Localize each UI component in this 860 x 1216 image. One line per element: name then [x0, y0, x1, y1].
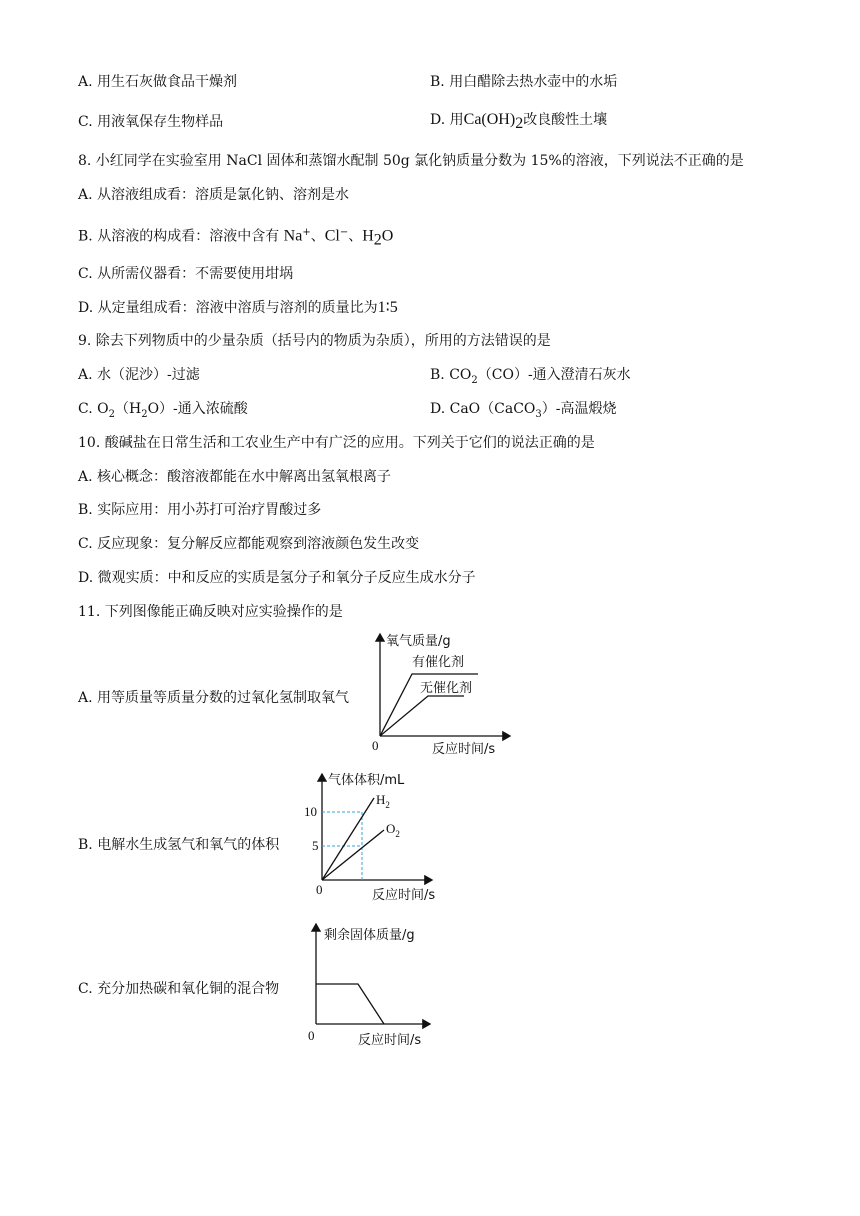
q11-option-c: C. 充分加热碳和氧化铜的混合物: [78, 981, 280, 997]
q11-option-a: A. 用等质量等质量分数的过氧化氢制取氧气: [78, 690, 350, 706]
q10-option-b: B. 实际应用：用小苏打可治疗胃酸过多: [78, 502, 322, 518]
graph-c: [300, 918, 450, 1052]
q8-option-c: C. 从所需仪器看：不需要使用坩埚: [78, 266, 294, 282]
q10-stem: 10. 酸碱盐在日常生活和工农业生产中有广泛的应用。下列关于它们的说法正确的是: [78, 435, 595, 451]
graph-b-ylabel: 气体体积/mL: [328, 773, 405, 788]
q9-stem: 9. 除去下列物质中的少量杂质（括号内的物质为杂质），所用的方法错误的是: [78, 333, 551, 349]
graph-a-line-no-catalyst: [380, 696, 464, 736]
q10-option-a: A. 核心概念：酸溶液都能在水中解离出氢氧根离子: [78, 469, 392, 485]
q11-option-b: B. 电解水生成氢气和氧气的体积: [78, 837, 280, 853]
graph-a-origin: 0: [372, 738, 379, 753]
q10-option-c: C. 反应现象：复分解反应都能观察到溶液颜色发生改变: [78, 536, 420, 552]
graph-c-xlabel: 反应时间/s: [358, 1033, 422, 1048]
q11-stem: 11. 下列图像能正确反映对应实验操作的是: [78, 604, 343, 620]
q8-option-d: D. 从定量组成看：溶液中溶质与溶剂的质量比为1∶5: [78, 299, 398, 316]
graph-a-ylabel: 氧气质量/g: [386, 634, 451, 649]
graph-b-tick-10: 10: [304, 804, 317, 819]
graph-b-label-h2: $H_2$: [376, 792, 390, 810]
q9-option-b: B. $CO_2(CO)-$通入澄清石灰水: [430, 367, 631, 386]
graph-c-ylabel: 剩余固体质量/g: [324, 928, 415, 943]
graph-b-line-o2: [322, 830, 384, 880]
q8-stem: 8. 小红同学在实验室用 NaCl 固体和蒸馏水配制 50g 氯化钠质量分数为 15%的溶液，下列说法不正确的是: [78, 153, 744, 169]
graph-c-origin: 0: [308, 1028, 315, 1043]
graph-a: [360, 624, 520, 760]
q7-option-b: B. 用白醋除去热水壶中的水垢: [430, 74, 618, 90]
graph-b-line-h2: [322, 798, 374, 880]
q8-option-b: B. 从溶液的构成看：溶液中含有 Na+、Cl−、$H_2O$: [78, 227, 394, 249]
q10-option-d: D. 微观实质：中和反应的实质是氢分子和氧分子反应生成水分子: [78, 570, 476, 586]
graph-b-label-o2: $O_2$: [386, 821, 400, 839]
graph-a-label-no-catalyst: 无催化剂: [420, 681, 473, 696]
q7-option-d: D. 用$Ca(OH)_2$改良酸性土壤: [430, 111, 608, 132]
q7-option-a: A. 用生石灰做食品干燥剂: [78, 74, 238, 90]
graph-b-tick-5: 5: [312, 838, 319, 853]
q9-option-d: D. CaO（CaCO$_3$）-高温煅烧: [430, 401, 617, 420]
graph-b-xlabel: 反应时间/s: [372, 888, 436, 903]
graph-a-xlabel: 反应时间/s: [432, 742, 496, 757]
q7-option-c: C. 用液氧保存生物样品: [78, 114, 224, 130]
q9-option-a: A. 水（泥沙）-过滤: [78, 367, 200, 383]
graph-b-origin: 0: [316, 882, 323, 897]
graph-a-label-catalyst: 有催化剂: [412, 655, 465, 670]
graph-b: [300, 768, 460, 908]
q9-option-c: C. $O_2(H_2O)-$通入浓硫酸: [78, 401, 248, 420]
q8-option-a: A. 从溶液组成看：溶质是氯化钠、溶剂是水: [78, 187, 350, 203]
graph-c-line-mass: [316, 984, 384, 1024]
